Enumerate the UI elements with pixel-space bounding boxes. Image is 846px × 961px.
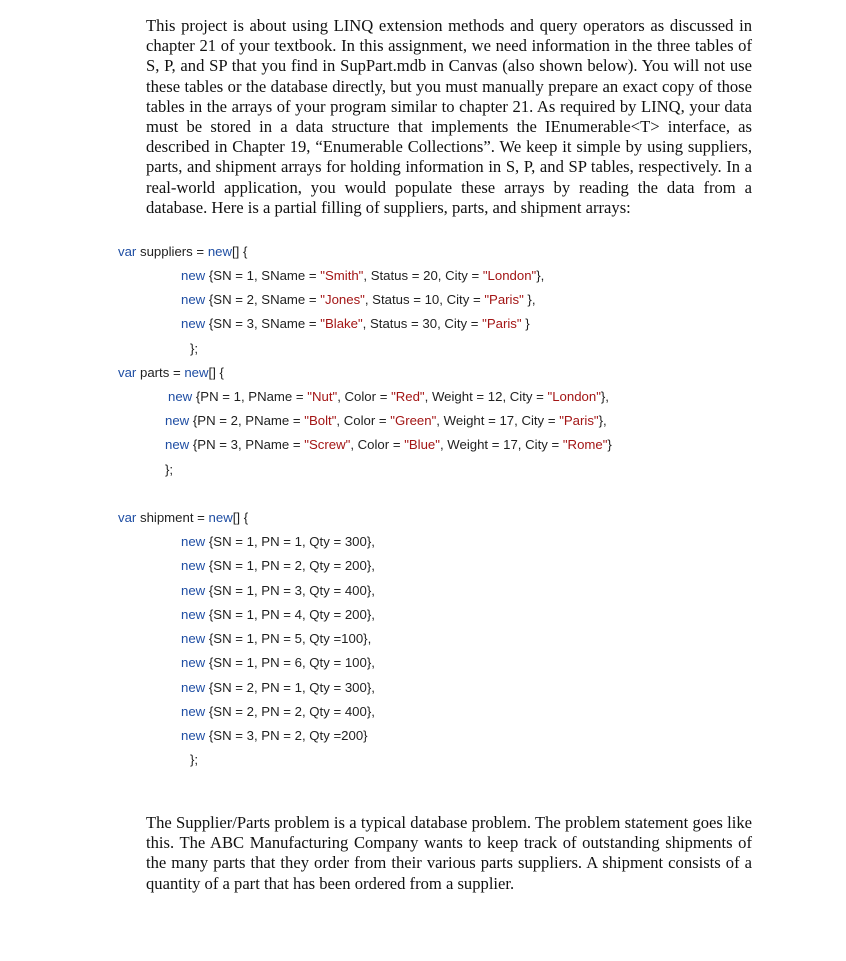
outro-paragraph: The Supplier/Parts problem is a typical database problem. The problem statement goes like this. The ABC Manufacturing Company wants to keep track of outstanding shipments of the many parts that they order from their various parts suppliers. A shipment consists of a quantity of a part that has been ordered from a supplier. bbox=[146, 813, 752, 893]
shipment-row-1: new {SN = 1, PN = 1, Qty = 300}, bbox=[181, 534, 375, 549]
shipment-close: }; bbox=[190, 752, 199, 767]
shipment-row-4: new {SN = 1, PN = 4, Qty = 200}, bbox=[181, 607, 375, 622]
shipment-row-2: new {SN = 1, PN = 2, Qty = 200}, bbox=[181, 558, 375, 573]
parts-close: }; bbox=[165, 462, 174, 477]
suppliers-close: }; bbox=[190, 341, 199, 356]
shipment-row-8: new {SN = 2, PN = 2, Qty = 400}, bbox=[181, 704, 375, 719]
shipment-declaration: var shipment = new[] { bbox=[118, 510, 249, 525]
shipment-row-6: new {SN = 1, PN = 6, Qty = 100}, bbox=[181, 655, 375, 670]
suppliers-declaration: var suppliers = new[] { bbox=[118, 244, 248, 259]
suppliers-row-2: new {SN = 2, SName = "Jones", Status = 10, City = "Paris" }, bbox=[181, 292, 536, 307]
shipment-row-9: new {SN = 3, PN = 2, Qty =200} bbox=[181, 728, 368, 743]
parts-row-3: new {PN = 3, PName = "Screw", Color = "Blue", Weight = 17, City = "Rome"} bbox=[165, 437, 612, 452]
parts-row-1: new {PN = 1, PName = "Nut", Color = "Red", Weight = 12, City = "London"}, bbox=[168, 389, 609, 404]
intro-paragraph: This project is about using LINQ extension methods and query operators as discussed in chapter 21 of your textbook. In this assignment, we need information in the three tables of S, P, and SP that you find in SupPart.mdb in Canvas (also shown below). You will not use these tables or the database directly, but you must manually prepare an exact copy of those tables in the arrays of your program similar to chapter 21. As required by LINQ, your data must be stored in a data structure that implements the IEnumerable<T> interface, as described in Chapter 19, “Enumerable Collections”. We keep it simple by using suppliers, parts, and shipment arrays for holding information in S, P, and SP tables, respectively. In a real-world application, you would populate these arrays by reading the data from a database. Here is a partial filling of suppliers, parts, and shipment arrays: bbox=[146, 16, 752, 217]
suppliers-row-3: new {SN = 3, SName = "Blake", Status = 30, City = "Paris" } bbox=[181, 316, 530, 331]
parts-row-2: new {PN = 2, PName = "Bolt", Color = "Green", Weight = 17, City = "Paris"}, bbox=[165, 413, 607, 428]
shipment-row-3: new {SN = 1, PN = 3, Qty = 400}, bbox=[181, 583, 375, 598]
shipment-row-7: new {SN = 2, PN = 1, Qty = 300}, bbox=[181, 680, 375, 695]
suppliers-row-1: new {SN = 1, SName = "Smith", Status = 20, City = "London"}, bbox=[181, 268, 545, 283]
shipment-row-5: new {SN = 1, PN = 5, Qty =100}, bbox=[181, 631, 372, 646]
parts-declaration: var parts = new[] { bbox=[118, 365, 224, 380]
